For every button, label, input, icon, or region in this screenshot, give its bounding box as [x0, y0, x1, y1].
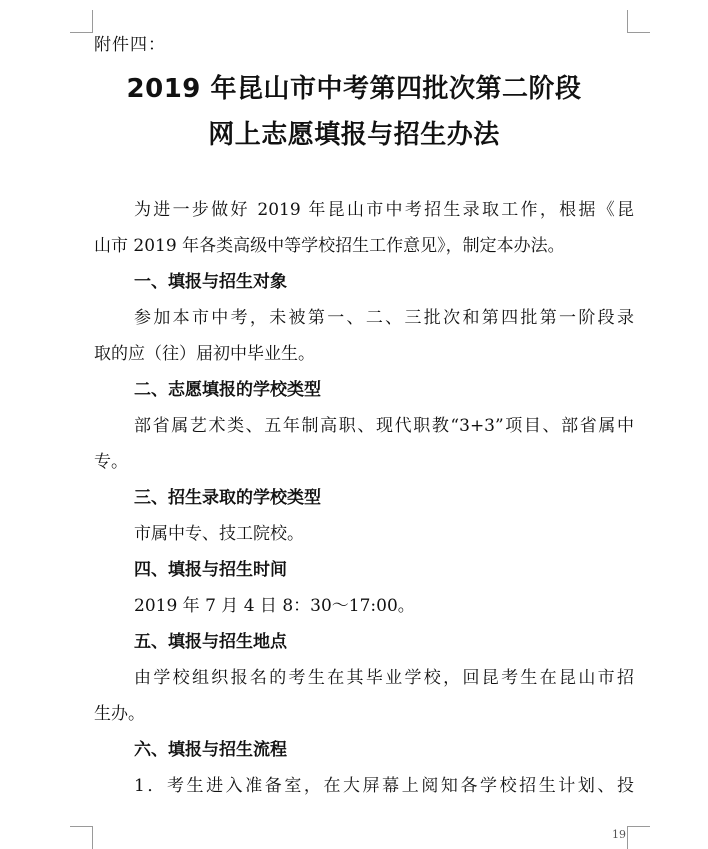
section-2-line-1: 部省属艺术类、五年制高职、现代职教“3+3”项目、部省属中	[134, 416, 634, 436]
crop-mark-bottom-left	[70, 826, 93, 849]
section-1-line-1: 参加本市中考，未被第一、二、三批次和第四批第一阶段录	[134, 308, 634, 328]
crop-mark-top-right	[627, 10, 650, 33]
section-6-line-1: 1．考生进入准备室，在大屏幕上阅知各学校招生计划、投	[134, 776, 634, 796]
section-3-heading: 三、招生录取的学校类型	[134, 488, 321, 508]
section-2-line-2: 专。	[94, 452, 128, 472]
page-number: 19	[612, 828, 626, 841]
intro-line-2: 山市 2019 年各类高级中等学校招生工作意见》，制定本办法。	[94, 236, 565, 256]
section-6-heading: 六、填报与招生流程	[134, 740, 287, 760]
section-4-line-1: 2019 年 7 月 4 日 8：30～17:00。	[134, 596, 415, 616]
section-2-heading: 二、志愿填报的学校类型	[134, 380, 321, 400]
section-5-line-2: 生办。	[94, 704, 145, 724]
section-1-line-2: 取的应（往）届初中毕业生。	[94, 344, 315, 364]
section-4-heading: 四、填报与招生时间	[134, 560, 287, 580]
section-5-line-1: 由学校组织报名的考生在其毕业学校，回昆考生在昆山市招	[134, 668, 634, 688]
section-3-line-1: 市属中专、技工院校。	[134, 524, 304, 544]
document-title-line-1: 2019 年昆山市中考第四批次第二阶段	[126, 74, 582, 104]
crop-mark-top-left	[70, 10, 93, 33]
document-title-line-2: 网上志愿填报与招生办法	[208, 120, 500, 150]
attachment-label: 附件四：	[94, 35, 166, 55]
section-1-heading: 一、填报与招生对象	[134, 272, 287, 292]
intro-line-1: 为进一步做好 2019 年昆山市中考招生录取工作，根据《昆	[134, 200, 634, 220]
crop-mark-bottom-right	[627, 826, 650, 849]
section-5-heading: 五、填报与招生地点	[134, 632, 287, 652]
